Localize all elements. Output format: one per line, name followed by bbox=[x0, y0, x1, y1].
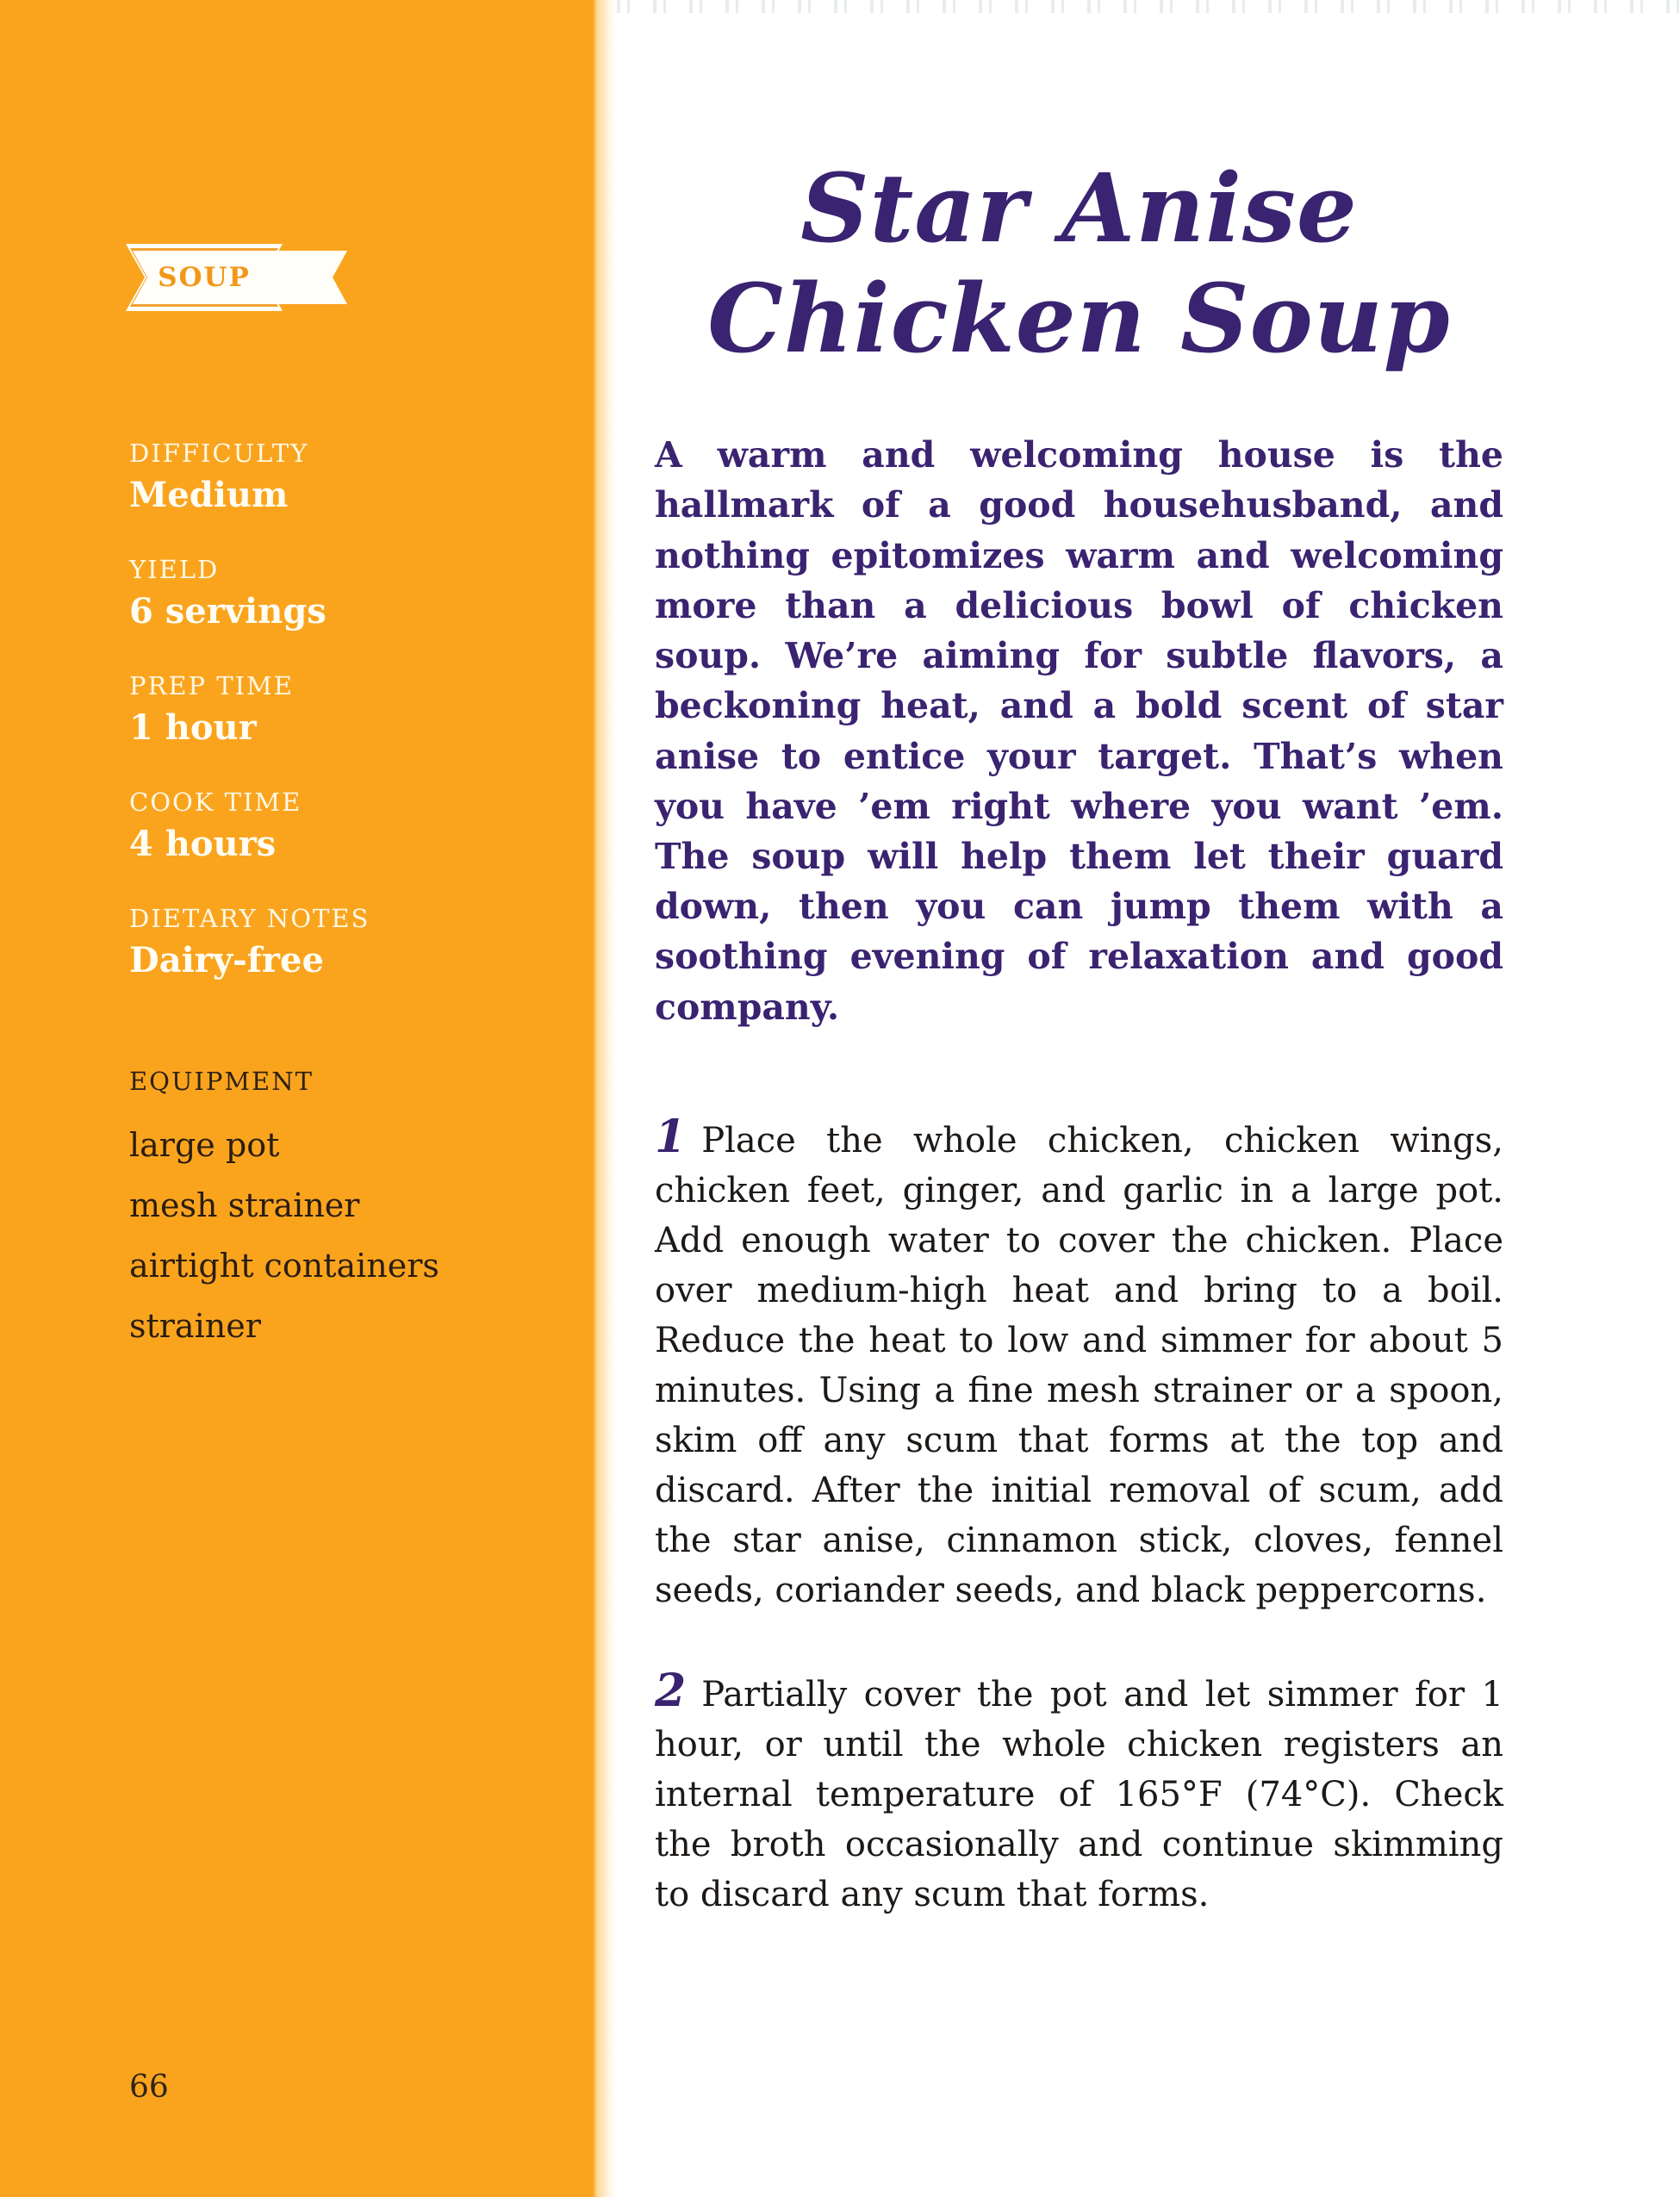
steps-list bbox=[655, 1110, 1503, 1920]
equipment-item: mesh strainer bbox=[129, 1186, 360, 1224]
step-text: Partially cover the pot and let simmer for 1 hour, or until the whole chicken registers an internal temperature of 165°F (74°C). Check the broth occasionally and continue skimming to discard any scum that forms. bbox=[655, 1674, 1503, 1914]
meta-label: YIELD bbox=[129, 555, 220, 584]
meta-value: 1 hour bbox=[129, 707, 257, 748]
meta-item bbox=[129, 906, 560, 978]
equipment-item: strainer bbox=[129, 1307, 261, 1345]
equipment-label: EQUIPMENT bbox=[129, 1067, 314, 1096]
top-ghost-print-strip bbox=[617, 0, 1680, 13]
equipment-list bbox=[129, 1126, 577, 1345]
step-item bbox=[655, 1664, 1503, 1920]
meta-value: 6 servings bbox=[129, 591, 327, 632]
step-number: 1 bbox=[655, 1110, 687, 1163]
content-inner bbox=[617, 153, 1680, 1920]
meta-value: Dairy-free bbox=[129, 940, 324, 980]
step-text: Place the whole chicken, chicken wings, chicken feet, ginger, and garlic in a large pot. Add enough water to cover the chicken. Place over medium-high heat and bring to a boil. Reduce the heat to low and simmer for about 5 minutes. Using a fine mesh strainer or a spoon, skim off any scum that forms at the top and discard. After the initial removal of scum, add the star anise, cinnamon stick, cloves, fennel seeds, coriander seeds, and black peppercorns. bbox=[655, 1120, 1503, 1610]
content-column bbox=[617, 0, 1680, 2197]
equipment-item: large pot bbox=[129, 1126, 280, 1164]
badge-label: SOUP bbox=[158, 262, 251, 293]
meta-label: COOK TIME bbox=[129, 787, 302, 817]
meta-label: PREP TIME bbox=[129, 671, 294, 700]
meta-label: DIFFICULTY bbox=[129, 439, 309, 468]
meta-item bbox=[129, 787, 560, 864]
equipment-item: airtight containers bbox=[129, 1247, 439, 1285]
step-number: 2 bbox=[655, 1664, 687, 1717]
equipment-section bbox=[129, 1067, 577, 1370]
recipe-meta-list bbox=[129, 441, 560, 1023]
meta-label: DIETARY NOTES bbox=[129, 904, 370, 933]
meta-item bbox=[129, 671, 560, 748]
page-number: 66 bbox=[129, 2069, 169, 2105]
recipe-title-line1: Star Anise bbox=[800, 152, 1358, 264]
meta-item bbox=[129, 555, 560, 632]
meta-value: Medium bbox=[129, 475, 289, 515]
meta-item bbox=[129, 441, 560, 513]
meta-value: 4 hours bbox=[129, 824, 277, 864]
recipe-title bbox=[655, 153, 1503, 373]
page-gutter bbox=[593, 0, 617, 2197]
step-item bbox=[655, 1110, 1503, 1615]
sidebar bbox=[0, 0, 593, 2197]
recipe-title-line2: Chicken Soup bbox=[707, 262, 1451, 374]
soup-category-badge bbox=[126, 244, 283, 311]
intro-paragraph: A warm and welcoming house is the hallmark of a good househusband, and nothing epitomizes warm and welcoming more than a delicious bowl of chicken soup. We’re aiming for subtle flavors, a beckoning heat, and a bold scent of star anise to entice your target. That’s when you have ’em right where you want ’em. The soup will help them let their guard down, then you can jump them with a soothing evening of relaxation and good company. bbox=[655, 434, 1503, 1028]
